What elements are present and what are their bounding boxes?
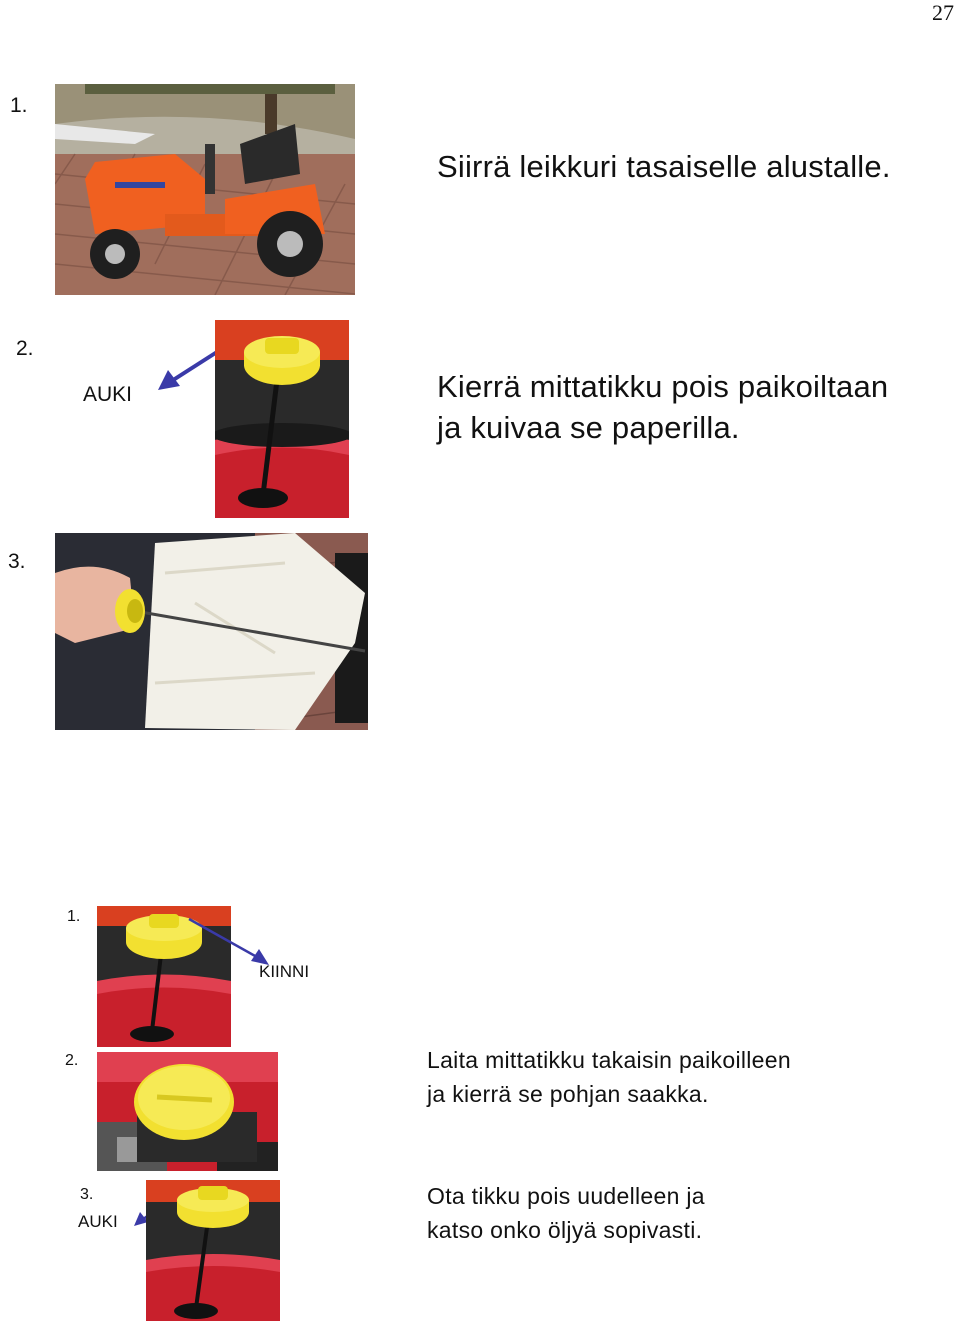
- cap-screwed-photo: [97, 1052, 278, 1171]
- auki-label: AUKI: [78, 1212, 118, 1231]
- kiinni-label: KIINNI: [259, 962, 310, 981]
- dipstick-cap-open-photo: [215, 320, 349, 518]
- step-instruction-line2: ja kuivaa se paperilla.: [437, 410, 740, 445]
- auki-label: AUKI: [83, 383, 133, 406]
- step-number: 3.: [8, 550, 26, 573]
- riding-mower-photo: [55, 84, 355, 295]
- step-number: 2.: [65, 1052, 79, 1069]
- dipstick-open-again-photo: [146, 1180, 280, 1321]
- step-number: 3.: [80, 1186, 94, 1203]
- step-number: 1.: [67, 908, 81, 925]
- step-instruction-line1: Laita mittatikku takaisin paikoilleen: [427, 1047, 791, 1073]
- step-instruction-line1: Kierrä mittatikku pois paikoiltaan: [437, 369, 889, 404]
- step-number: 1.: [10, 94, 28, 117]
- step-instruction-line2: ja kierrä se pohjan saakka.: [427, 1081, 709, 1107]
- step-number: 2.: [16, 337, 34, 360]
- step-instruction-line2: katso onko öljyä sopivasti.: [427, 1217, 703, 1243]
- dipstick-wiping-paper-photo: [55, 533, 368, 730]
- step-instruction: Siirrä leikkuri tasaiselle alustalle.: [437, 149, 891, 184]
- page-number: 27: [932, 0, 954, 25]
- step-instruction-line1: Ota tikku pois uudelleen ja: [427, 1183, 705, 1209]
